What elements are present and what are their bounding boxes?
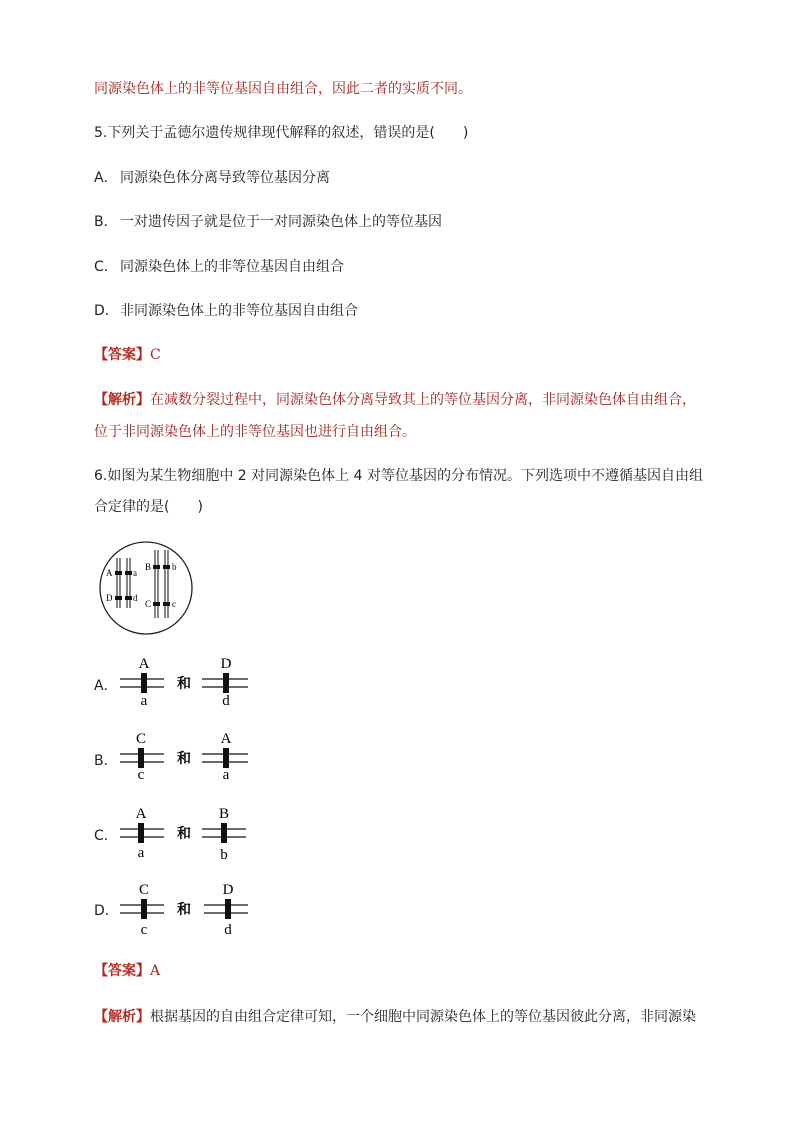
q6-c-left-top: A xyxy=(135,806,147,822)
q5-option-d-text: 非同源染色体上的非等位基因自由组合 xyxy=(120,303,358,319)
cell-membrane xyxy=(100,542,192,634)
cell-diagram xyxy=(98,540,194,636)
q6-option-a-letter: A． xyxy=(94,678,118,694)
q6-answer-tag: 【答案】 xyxy=(94,963,150,979)
q5-analysis-line1 xyxy=(94,390,696,410)
q6-a-right-bottom: d xyxy=(222,693,230,709)
locus-c xyxy=(163,602,170,606)
q6-analysis-tag: 【解析】 xyxy=(94,1009,150,1025)
q6-option-c-letter: C． xyxy=(94,828,118,844)
q6-option-b-diagram xyxy=(118,727,258,785)
q5-stem: 5.下列关于孟德尔遗传规律现代解释的叙述，错误的是( ) xyxy=(94,125,469,141)
q6-a-conj: 和 xyxy=(177,677,191,692)
q6-answer-value: A xyxy=(150,963,161,979)
q6-c-right-top: B xyxy=(218,806,230,822)
q6-b-right-locus xyxy=(223,748,229,768)
q5-analysis-line2: 位于非同源染色体上的非等位基因也进行自由组合。 xyxy=(94,424,416,440)
q5-analysis-text1: 在减数分裂过程中，同源染色体分离导致其上的等位基因分离，非同源染色体自由组合， xyxy=(150,392,696,408)
q6-d-left-locus xyxy=(141,899,147,919)
q5-option-b-text: 一对遗传因子就是位于一对同源染色体上的等位基因 xyxy=(120,214,442,230)
cell-label-b: b xyxy=(172,562,177,572)
locus-d xyxy=(125,596,132,600)
q6-b-conj: 和 xyxy=(177,752,191,767)
q5-option-a-letter: A． xyxy=(94,170,118,186)
q5-answer-tag: 【答案】 xyxy=(94,347,150,363)
q6-option-b-letter: B． xyxy=(94,753,118,769)
cell-label-c: c xyxy=(172,599,176,609)
q6-c-right-locus xyxy=(221,823,227,843)
q5-analysis-tag: 【解析】 xyxy=(94,392,150,408)
q6-analysis-line1 xyxy=(94,1007,696,1027)
q6-d-right-locus xyxy=(225,899,231,919)
q5-option-a-text: 同源染色体分离导致等位基因分离 xyxy=(120,170,330,186)
q5-option-c-letter: C． xyxy=(94,259,118,275)
q6-a-right-top: D xyxy=(220,656,232,672)
q5-option-d-letter: D． xyxy=(94,303,119,319)
q6-a-left-locus xyxy=(141,673,147,693)
q6-d-left-top: C xyxy=(138,882,150,898)
q5-option-b xyxy=(94,212,442,232)
q5-option-d xyxy=(94,301,358,321)
q5-answer-value: C xyxy=(150,347,161,363)
cell-label-a: a xyxy=(133,568,137,578)
q6-a-left-top: A xyxy=(138,656,150,672)
q6-c-conj: 和 xyxy=(177,827,191,842)
q5-option-b-letter: B． xyxy=(94,214,118,230)
cell-label-B: B xyxy=(145,562,152,572)
prev-explanation-tail: 同源染色体上的非等位基因自由组合，因此二者的实质不同。 xyxy=(94,81,472,97)
q6-d-right-top: D xyxy=(222,882,234,898)
locus-B xyxy=(153,565,160,569)
locus-D xyxy=(115,596,122,600)
q6-c-left-locus xyxy=(138,823,144,843)
cell-label-A: A xyxy=(106,568,113,578)
q5-option-c-text: 同源染色体上的非等位基因自由组合 xyxy=(120,259,344,275)
q6-d-left-bottom: c xyxy=(140,922,148,938)
locus-a xyxy=(125,571,132,575)
q6-option-d-letter: D． xyxy=(94,903,119,919)
q6-a-right-locus xyxy=(223,673,229,693)
q6-c-right-bottom: b xyxy=(220,847,228,863)
q6-d-conj: 和 xyxy=(177,903,191,918)
q5-option-a xyxy=(94,168,330,188)
locus-b xyxy=(163,565,170,569)
q6-b-left-locus xyxy=(138,748,144,768)
q5-answer xyxy=(94,345,161,365)
locus-C xyxy=(153,602,160,606)
q6-c-left-bottom: a xyxy=(137,845,145,861)
cell-label-d: d xyxy=(133,593,138,603)
cell-label-C: C xyxy=(145,599,152,609)
q6-option-c-diagram xyxy=(118,802,258,864)
q6-a-left-bottom: a xyxy=(140,693,148,709)
q6-d-right-bottom: d xyxy=(224,922,232,938)
q6-answer xyxy=(94,961,160,981)
q6-b-right-top: A xyxy=(220,731,232,747)
locus-A xyxy=(115,571,122,575)
q6-analysis-text1: 根据基因的自由组合定律可知，一个细胞中同源染色体上的等位基因彼此分离，非同源染 xyxy=(150,1009,696,1025)
q6-b-left-top: C xyxy=(135,731,147,747)
q6-stem-line1: 6.如图为某生物细胞中 2 对同源染色体上 4 对等位基因的分布情况。下列选项中不遵循基因自由组 xyxy=(94,468,703,484)
cell-label-D: D xyxy=(106,593,113,603)
q6-b-right-bottom: a xyxy=(222,767,230,783)
q5-option-c xyxy=(94,257,344,277)
q6-option-a-diagram xyxy=(118,652,258,710)
q6-option-d-diagram xyxy=(118,878,258,940)
q6-stem-line2: 合定律的是( ) xyxy=(94,499,203,515)
q6-b-left-bottom: c xyxy=(137,767,145,783)
